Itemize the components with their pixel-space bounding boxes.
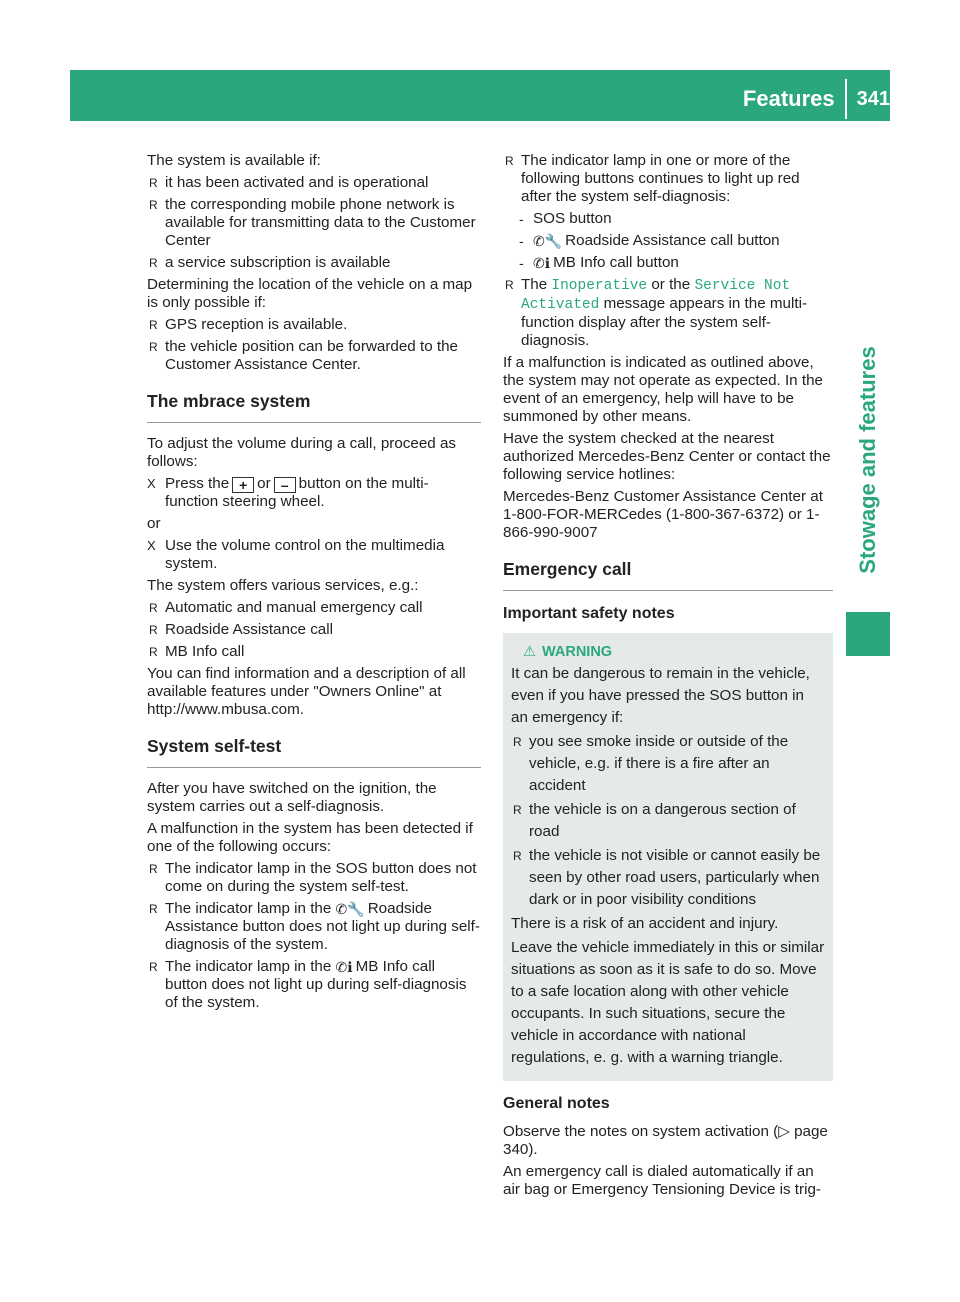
list-item: R GPS reception is available. [149,316,348,333]
sub-list-item: - SOS button [519,210,612,227]
bullet-icon: R [149,340,158,354]
list-item: R Roadside Assistance call [149,621,333,638]
dash-icon: - [519,211,524,227]
list-item: R MB Info call [149,643,245,660]
list-item: R The indicator lamp in one or more of the following buttons continues to light up red after the system self-diagnosis: [505,152,800,205]
heading-self-test: System self-test [147,737,481,768]
info-call-icon: ✆ℹ [335,959,353,975]
section-title: Features [742,86,835,111]
paragraph: Leave the vehicle immediately in this or similar situations as soon as it is safe to do so. Move to a safe location along with other vehicle occupants. In such situations, secure the vehicle in accordance with national regulations, e. g. with a warning triangle. [511,939,825,1066]
sub-list-item: - ✆🔧 Roadside Assistance call button [519,232,780,249]
bullet-icon: R [513,803,522,817]
page-header [743,84,890,114]
heading-safety-notes: Important safety notes [503,605,675,622]
dash-icon: - [519,255,524,271]
bullet-icon: R [149,623,158,637]
chapter-side-tab [846,320,890,600]
paragraph: To adjust the volume during a call, proceed as follows: [147,435,456,470]
plus-key-icon: + [232,477,254,493]
warning-header: ⚠ WARNING [523,644,613,660]
right-column [503,152,833,1203]
bullet-icon: R [149,318,158,332]
action-step: X Press the + or – button on the multi-function steering wheel. [147,475,429,510]
bullet-icon: R [149,601,158,615]
list-item: R The indicator lamp in the ✆🔧 Roadside Assistance button does not light up during self-diagnosis of the system. [149,900,480,953]
roadside-call-icon: ✆🔧 [533,233,563,249]
sub-list-item: - ✆ℹ MB Info call button [519,254,679,271]
list-item: R the vehicle is on a dangerous section of road [513,801,796,840]
list-item: R a service subscription is available [149,254,391,271]
bullet-icon: R [149,902,158,916]
display-message-inoperative: Inoperative [551,278,648,294]
info-call-icon: ✆ℹ [533,255,551,271]
action-arrow-icon: X [147,538,156,553]
paragraph: Determining the location of the vehicle on a map is only possible if: [147,276,473,311]
list-item: R The indicator lamp in the ✆ℹ MB Info call button does not light up during self-diagnosis of the system. [149,958,467,1011]
header-divider [845,79,847,119]
bullet-icon: R [149,960,158,974]
action-step: X Use the volume control on the multimedia system. [147,537,445,572]
bullet-icon: R [513,735,522,749]
bullet-icon: R [149,176,158,190]
paragraph: A malfunction in the system has been detected if one of the following occurs: [147,820,473,855]
paragraph: There is a risk of an accident and injury. [511,915,779,932]
bullet-icon: R [505,154,514,168]
roadside-call-icon: ✆🔧 [335,901,365,917]
bullet-icon: R [149,862,158,876]
paragraph: After you have switched on the ignition, the system carries out a self-diagnosis. [147,780,437,815]
chapter-label: Stowage and features [855,346,880,574]
paragraph: or [147,515,161,532]
bullet-icon: R [505,278,514,292]
bullet-icon: R [149,198,158,212]
list-item: R The Inoperative or the Service Not Activated message appears in the multi-function display after the system self-diagnosis. [505,276,808,349]
bullet-icon: R [149,256,158,270]
heading-mbrace: The mbrace system [147,392,481,423]
list-item: R it has been activated and is operational [149,174,429,191]
paragraph: It can be dangerous to remain in the vehicle, even if you have pressed the SOS button in an emergency if: [511,665,810,726]
paragraph: Have the system checked at the nearest authorized Mercedes-Benz Center or contact the following service hotlines: [503,430,831,483]
paragraph: Mercedes-Benz Customer Assistance Center at 1-800-FOR-MERCedes (1-800-367-6372) or 1-866-990-9007 [503,488,823,541]
minus-key-icon: – [274,477,296,493]
paragraph: The system is available if: [147,152,321,169]
list-item: R the vehicle position can be forwarded to the Customer Assistance Center. [149,338,458,373]
warning-triangle-icon: ⚠ [523,644,536,660]
warning-box [503,633,833,1081]
chapter-marker-block [846,612,890,656]
left-column [147,152,481,1016]
list-item: R Automatic and manual emergency call [149,599,423,616]
action-arrow-icon: X [147,476,156,491]
list-item: R the vehicle is not visible or cannot easily be seen by other road users, particularly when dark or in poor visibility conditions [513,847,821,908]
bullet-icon: R [513,849,522,863]
heading-general-notes: General notes [503,1095,610,1112]
bullet-icon: R [149,645,158,659]
paragraph: The system offers various services, e.g.: [147,577,419,594]
paragraph: An emergency call is dialed automatically if an air bag or Emergency Tensioning Device is trig- [503,1163,821,1198]
list-item: R The indicator lamp in the SOS button does not come on during the system self-test. [149,860,477,895]
paragraph: You can find information and a description of all available features under "Owners Online" at http://www.mbusa.com. [147,665,466,718]
dash-icon: - [519,233,524,249]
list-item: R you see smoke inside or outside of the vehicle, e.g. if there is a fire after an accident [513,733,789,794]
page-number: 341 [856,87,890,110]
list-item: R the corresponding mobile phone network is available for transmitting data to the Customer Center [149,196,476,249]
heading-emergency-call: Emergency call [503,560,833,591]
paragraph: If a malfunction is indicated as outlined above, the system may not operate as expected. In the event of an emergency, help will have to be summoned by other means. [503,354,823,425]
paragraph: Observe the notes on system activation (▷ page 340). [503,1123,828,1158]
display-message-service-not-activated: Service Not Activated [521,278,791,313]
